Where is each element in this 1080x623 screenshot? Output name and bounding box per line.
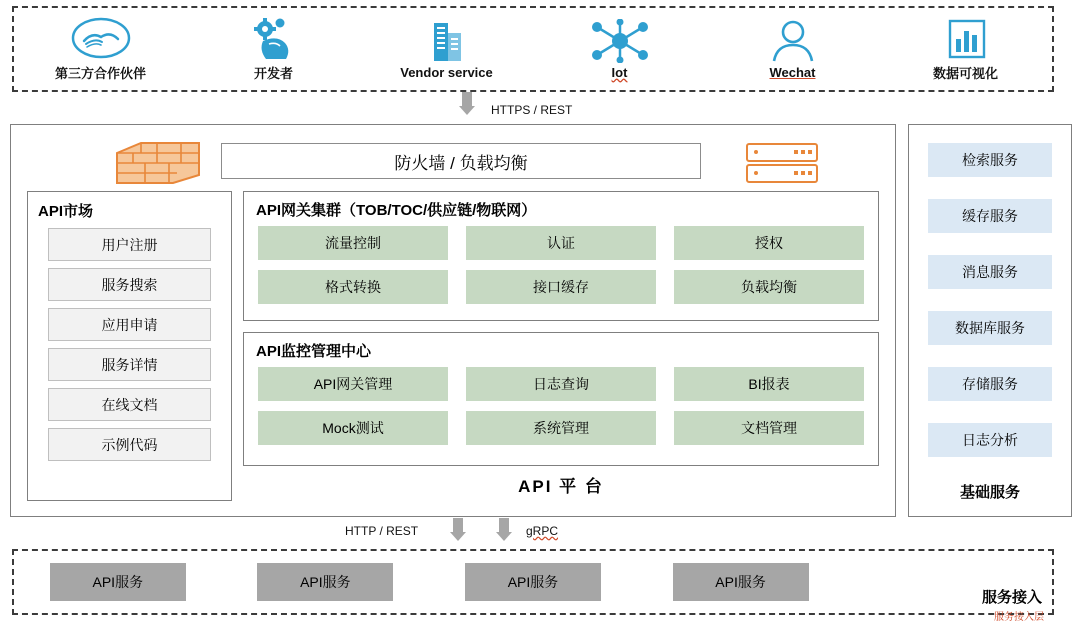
api-market-item[interactable]: 示例代码 [48,428,211,461]
handshake-icon [70,17,132,61]
consumer-vendor-service[interactable] [360,19,533,80]
consumer-iot[interactable] [533,19,706,80]
grpc-label: gRPC [526,524,559,538]
consumer-developer[interactable] [187,17,360,82]
monitor-item[interactable]: BI报表 [674,367,864,401]
base-service-item[interactable]: 缓存服务 [928,199,1052,233]
gateway-item[interactable]: 认证 [466,226,656,260]
consumer-label: Wechat [769,64,816,80]
api-service-block[interactable]: API服务 [50,563,186,601]
api-platform-title: API 平 台 [518,477,604,496]
gateway-item[interactable]: 流量控制 [258,226,448,260]
firewall-brick-icon [111,141,203,190]
gateway-item[interactable]: 格式转换 [258,270,448,304]
service-access-subtitle: 服务接入层 [994,612,1044,623]
consumer-label: 第三方合作伙伴 [54,65,146,81]
service-access-bar [12,549,1054,623]
consumer-label: 数据可视化 [932,65,998,81]
api-monitor-center-panel [243,332,879,466]
base-service-item[interactable]: 日志分析 [928,423,1052,457]
consumer-label: 开发者 [253,65,293,81]
gateway-item[interactable]: 接口缓存 [466,270,656,304]
consumer-data-visualization[interactable] [879,17,1052,82]
consumer-third-party-partner[interactable] [14,17,187,82]
monitor-item[interactable]: 日志查询 [466,367,656,401]
api-market-item[interactable]: 用户注册 [48,228,211,261]
base-services-title: 基础服务 [959,484,1020,501]
consumer-channels-bar [12,6,1054,92]
gateway-item[interactable]: 授权 [674,226,864,260]
api-service-block[interactable]: API服务 [465,563,601,601]
https-rest-arrow [459,92,475,115]
gateway-item[interactable]: 负载均衡 [674,270,864,304]
firewall-load-balancer-bar: 防火墙 / 负载均衡 [221,143,701,179]
consumer-wechat[interactable] [706,19,879,80]
iot-network-icon [587,19,653,63]
api-gateway-cluster-panel [243,191,879,321]
monitor-item[interactable]: API网关管理 [258,367,448,401]
api-market-title: API市场 [38,203,94,220]
api-market-item[interactable]: 应用申请 [48,308,211,341]
api-market-item[interactable]: 服务详情 [48,348,211,381]
api-service-block[interactable]: API服务 [673,563,809,601]
building-icon [420,19,474,63]
api-market-item[interactable]: 在线文档 [48,388,211,421]
consumer-label: Iot [611,64,628,80]
developer-gear-head-icon [247,17,301,61]
api-monitor-title: API监控管理中心 [256,343,372,360]
http-rest-arrow [450,518,466,541]
monitor-item[interactable]: 文档管理 [674,411,864,445]
platform-header [11,125,895,187]
api-market-item[interactable]: 服务搜索 [48,268,211,301]
api-market-panel [27,191,232,501]
api-monitor-grid [244,365,878,457]
base-service-item[interactable]: 消息服务 [928,255,1052,289]
monitor-item[interactable]: Mock测试 [258,411,448,445]
https-rest-label: HTTPS / REST [491,103,573,117]
server-rack-icon [744,141,820,190]
base-services-panel [908,124,1072,517]
monitor-item[interactable]: 系统管理 [466,411,656,445]
api-platform-container [10,124,896,517]
bar-chart-icon [938,17,994,61]
api-gateway-grid [244,224,878,316]
api-gateway-title: API网关集群（TOB/TOC/供应链/物联网） [256,202,537,219]
consumer-label: Vendor service [400,64,493,80]
grpc-arrow [496,518,512,541]
base-service-item[interactable]: 检索服务 [928,143,1052,177]
http-rest-label: HTTP / REST [345,524,419,538]
base-service-item[interactable]: 数据库服务 [928,311,1052,345]
service-access-title: 服务接入 [981,589,1042,606]
api-service-block[interactable]: API服务 [257,563,393,601]
base-service-item[interactable]: 存储服务 [928,367,1052,401]
wechat-person-icon [766,19,820,63]
